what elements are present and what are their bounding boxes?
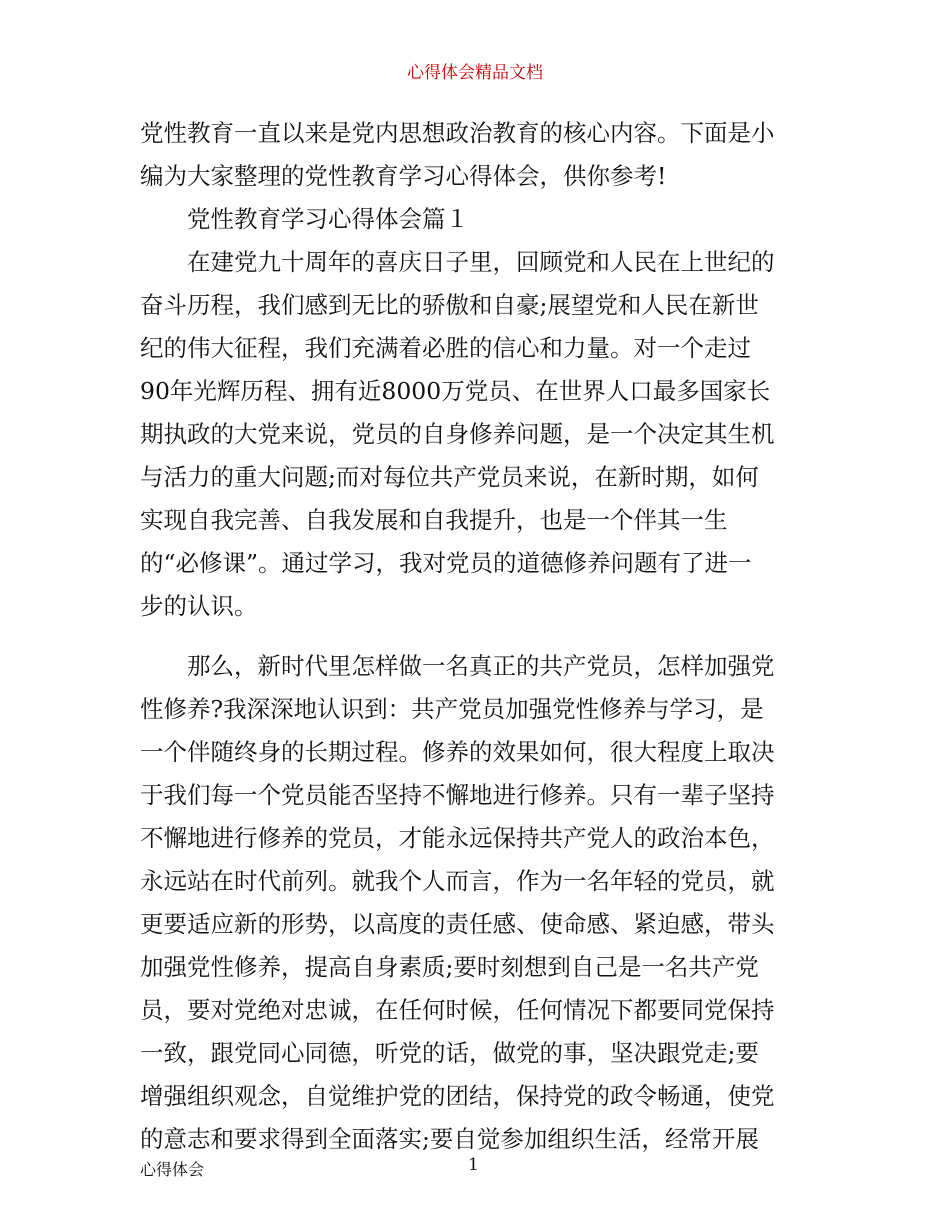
body-line: 永远站在时代前列。就我个人而言，作为一名年轻的党员，就 (140, 867, 775, 895)
body-line: 性修养?我深深地认识到：共产党员加强党性修养与学习，是 (140, 695, 764, 723)
footer-label: 心得体会 (140, 1160, 205, 1179)
body-line: 员，要对党绝对忠诚，在任何时候，任何情况下都要同党保持 (140, 996, 775, 1024)
body-line: 一致，跟党同心同德，听党的话，做党的事，坚决跟党走;要 (140, 1039, 759, 1067)
body-line: 实现自我完善、自我发展和自我提升，也是一个伴其一生 (140, 506, 728, 534)
body-line: 纪的伟大征程，我们充满着必胜的信心和力量。对一个走过 (140, 334, 751, 362)
body-line: 在建党九十周年的喜庆日子里，回顾党和人民在上世纪的 (140, 248, 775, 276)
body-line: 不懈地进行修养的党员，才能永远保持共产党人的政治本色， (140, 824, 775, 852)
body-line: 加强党性修养，提高自身素质;要时刻想到自己是一名共产党 (140, 953, 759, 981)
body-line: 奋斗历程，我们感到无比的骄傲和自豪;展望党和人民在新世 (140, 291, 759, 319)
body-line: 90年光辉历程、拥有近8000万党员、在世界人口最多国家长 (140, 377, 771, 405)
body-line: 期执政的大党来说，党员的自身修养问题，是一个决定其生机 (140, 420, 775, 448)
body-line: 增强组织观念，自觉维护党的团结，保持党的政令畅通，使党 (140, 1082, 775, 1110)
body-line: 于我们每一个党员能否坚持不懈地进行修养。只有一辈子坚持 (140, 781, 775, 809)
body-line: 更要适应新的形势，以高度的责任感、使命感、紧迫感，带头 (140, 910, 775, 938)
body-line: 步的认识。 (140, 592, 258, 620)
section-heading: 党性教育学习心得体会篇１ (140, 205, 469, 233)
body-line: 编为大家整理的党性教育学习心得体会，供你参考! (140, 162, 667, 190)
document-header-title: 心得体会精品文档 (407, 63, 543, 83)
body-line: 的“必修课”。通过学习，我对党员的道德修养问题有了进一 (140, 549, 752, 577)
document-body (140, 112, 812, 1161)
paragraph-gap (140, 628, 812, 645)
body-line: 党性教育一直以来是党内思想政治教育的核心内容。下面是小 (140, 119, 775, 147)
body-line: 的意志和要求得到全面落实;要自觉参加组织生活，经常开展 (140, 1125, 759, 1153)
page-number: 1 (468, 1155, 479, 1175)
body-line: 一个伴随终身的长期过程。修养的效果如何，很大程度上取决 (140, 738, 775, 766)
body-line: 那么，新时代里怎样做一名真正的共产党员，怎样加强党 (140, 652, 775, 680)
body-line: 与活力的重大问题;而对每位共产党员来说，在新时期，如何 (140, 463, 759, 491)
